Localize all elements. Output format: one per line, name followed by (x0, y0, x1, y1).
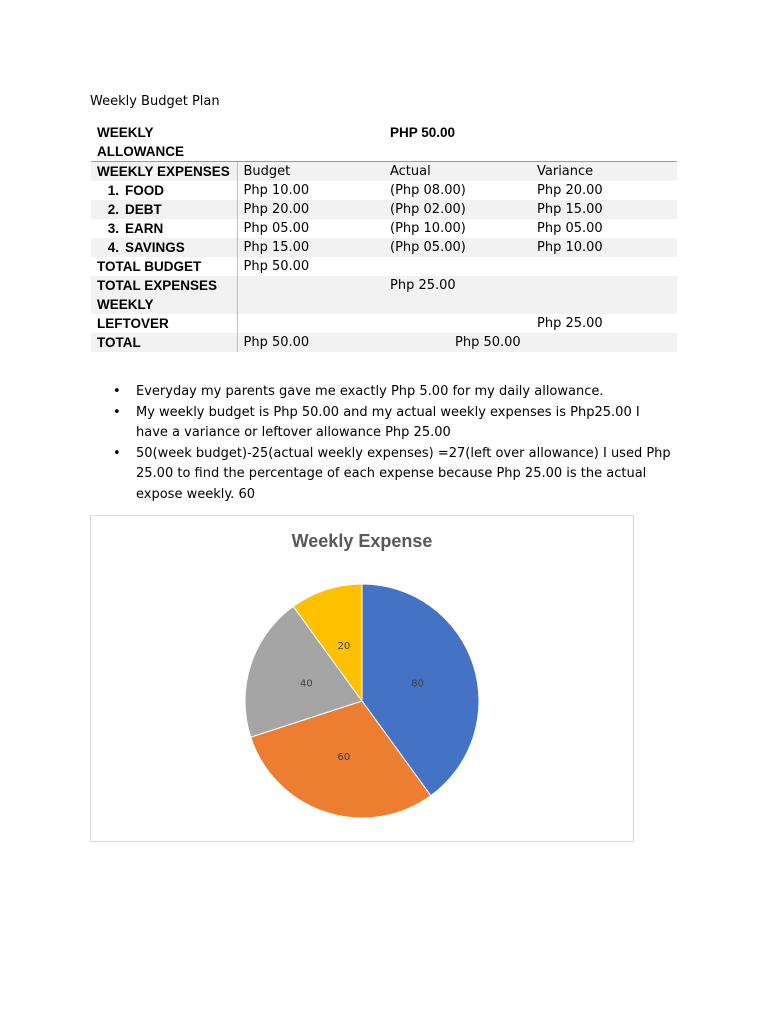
list-item: • My weekly budget is Php 50.00 and my actual weekly expenses is Php25.00 I have a variance or leftover allowance Php 25.00 (113, 403, 673, 444)
item-budget: Php 20.00 (237, 200, 384, 219)
notes-list (113, 382, 673, 505)
weekly-expense-chart (90, 515, 634, 842)
item-actual: (Php 05.00) (384, 238, 531, 257)
table-row-total-budget (91, 257, 677, 276)
table-header-row (91, 162, 677, 182)
total-expenses-value: Php 25.00 (384, 276, 531, 314)
weekly-allowance-label-line-2: ALLOWANCE (97, 144, 184, 159)
table-row (91, 219, 677, 238)
chart-title: Weekly Expense (291, 531, 433, 551)
weekly-allowance-value: PHP 50.00 (384, 123, 531, 162)
total-expenses-label (91, 276, 237, 314)
leftover-label: LEFTOVER (91, 314, 237, 333)
table-row-total-expenses (91, 276, 677, 314)
item-name: EARN (125, 221, 164, 236)
item-number: 3. (107, 221, 119, 236)
item-name: FOOD (125, 183, 164, 198)
item-number: 4. (107, 240, 119, 255)
pie-slice-label: 60 (337, 752, 351, 764)
weekly-allowance-label-line-1: WEEKLY (97, 125, 154, 140)
pie-slice-label: 80 (411, 678, 424, 690)
weekly-expenses-header: WEEKLY EXPENSES (91, 162, 237, 182)
item-name: SAVINGS (125, 240, 185, 255)
item-actual: (Php 10.00) (390, 221, 466, 236)
table-row (91, 200, 677, 219)
item-variance: Php 10.00 (531, 238, 677, 257)
item-budget: Php 15.00 (237, 238, 384, 257)
leftover-value: Php 25.00 (537, 316, 603, 331)
item-name: DEBT (125, 202, 162, 217)
table-row (91, 238, 677, 257)
total-expenses-label-line-1: TOTAL EXPENSES (97, 278, 218, 293)
total-label: TOTAL (91, 333, 237, 352)
item-variance: Php 05.00 (537, 221, 603, 236)
column-header-actual: Actual (384, 162, 531, 182)
total-budget-value: Php 50.00 (243, 259, 310, 274)
item-budget: Php 05.00 (243, 221, 310, 236)
column-header-budget: Budget (237, 162, 384, 182)
item-number: 2. (107, 202, 119, 217)
item-variance: Php 15.00 (531, 200, 677, 219)
table-row (91, 181, 677, 200)
item-budget: Php 10.00 (243, 183, 310, 198)
document-title: Weekly Budget Plan (90, 94, 220, 109)
list-item: • Everyday my parents gave me exactly Php 5.00 for my daily allowance. (113, 382, 673, 403)
item-actual: (Php 02.00) (384, 200, 531, 219)
total-budget-label: TOTAL BUDGET (91, 257, 237, 276)
table-row-weekly-allowance (91, 123, 677, 162)
pie-slice-label: 40 (300, 678, 313, 690)
item-number: 1. (107, 183, 119, 198)
pie-chart (91, 516, 633, 841)
item-variance: Php 20.00 (537, 183, 603, 198)
table-row-leftover (91, 314, 677, 333)
item-actual: (Php 08.00) (390, 183, 466, 198)
table-row-total (91, 333, 677, 352)
total-expenses-label-line-2: WEEKLY (97, 297, 154, 312)
total-actual-column: Php 50.00 (384, 333, 677, 352)
weekly-allowance-label (91, 123, 237, 162)
budget-table (91, 123, 677, 352)
list-item: • 50(week budget)-25(actual weekly expenses) =27(left over allowance) I used Php 25.00 to find the percentage of each expense because Php 25.00 is the actual expose weekly. 60 (113, 444, 673, 506)
column-header-variance: Variance (531, 162, 677, 182)
pie-slice-label: 20 (337, 640, 351, 652)
total-budget-column: Php 50.00 (237, 333, 384, 352)
